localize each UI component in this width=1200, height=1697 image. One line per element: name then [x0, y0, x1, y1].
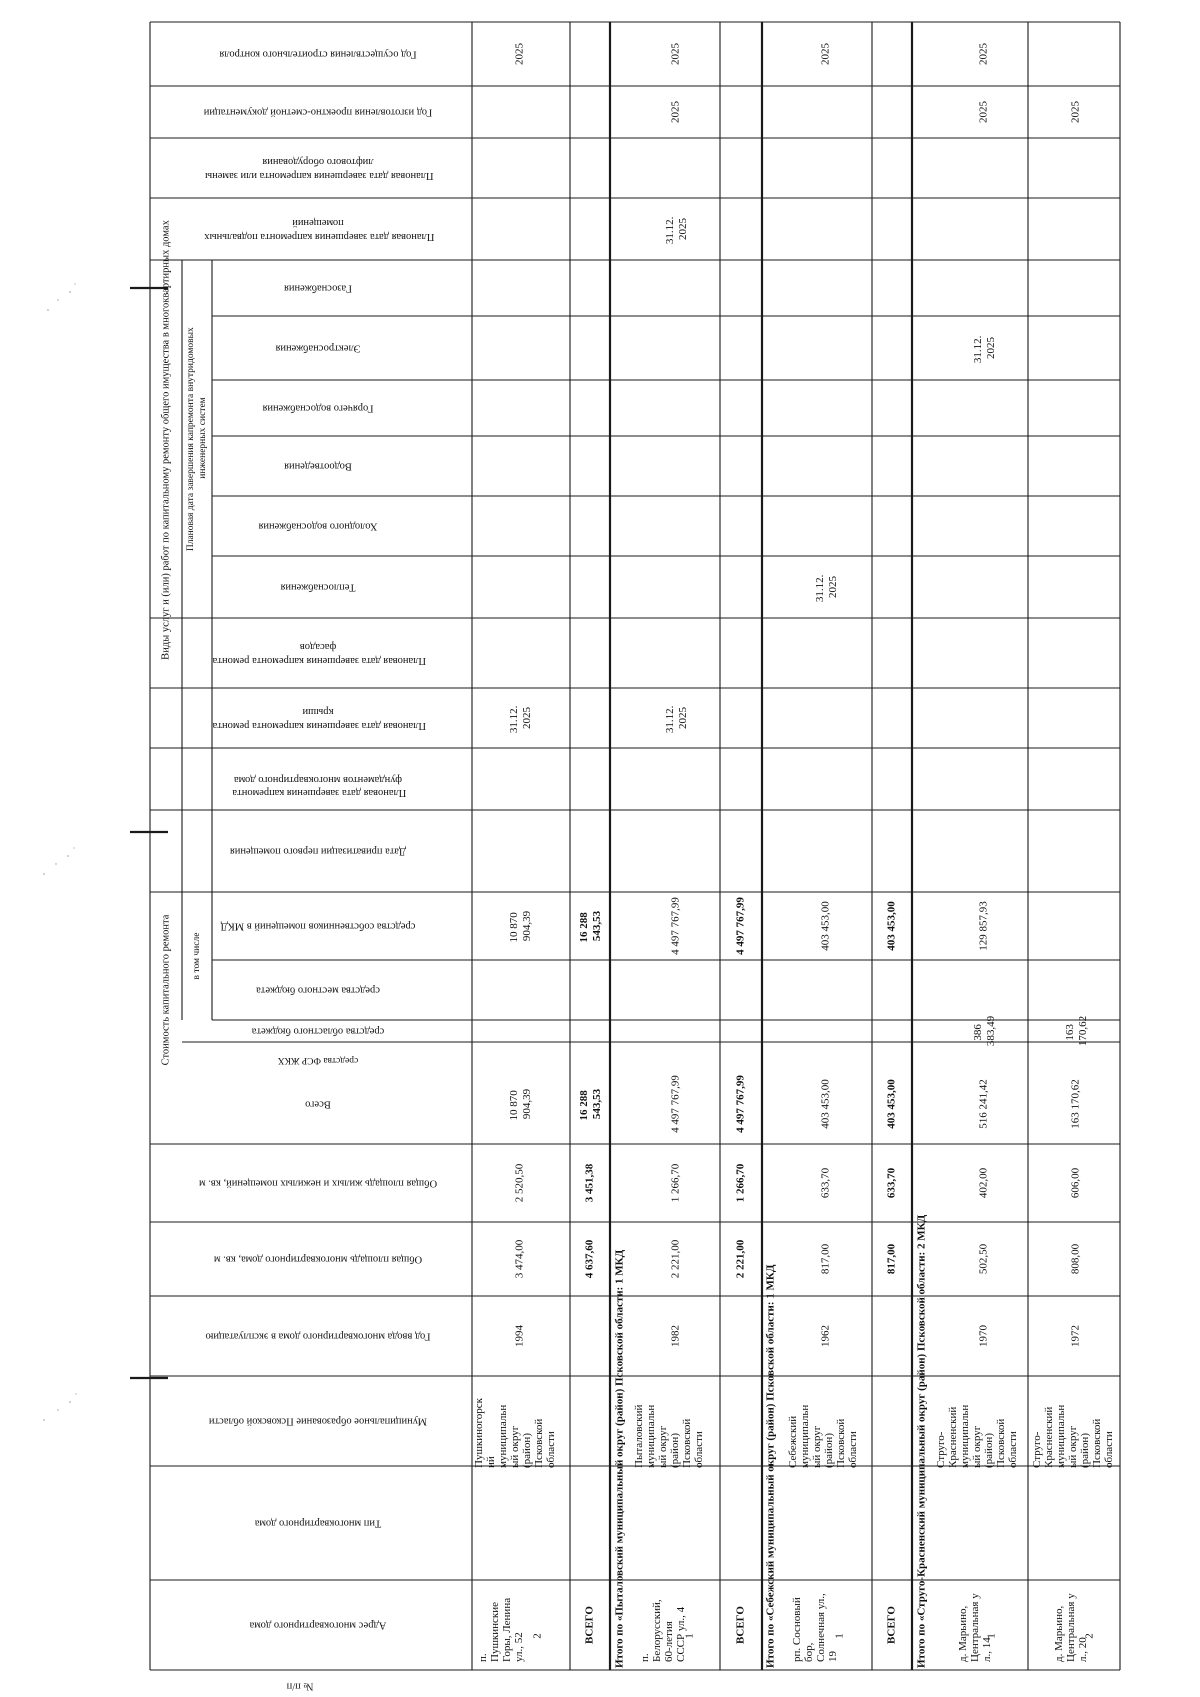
- row-roof-line: 2025: [676, 707, 689, 729]
- header-heat: Теплоснабжения: [280, 581, 356, 593]
- row-address-line: п.: [639, 1653, 651, 1662]
- header-hot-water: Горячего водоснабжения: [262, 402, 374, 414]
- header-sewer: Водоотведения: [284, 460, 352, 472]
- total-label: ВСЕГО: [583, 1606, 596, 1644]
- total-owners: 403 453,00: [885, 901, 898, 951]
- header-works-group: Виды услуг и (или) работ по капитальному ремонту общего имущества в многоквартирных домах: [160, 220, 172, 660]
- row-total-area: 502,50: [977, 1243, 990, 1275]
- header-year-commission: Год ввода многоквартирного дома в эксплуатацию: [205, 1330, 431, 1342]
- row-design-year: 2025: [669, 101, 682, 123]
- row-total-area: 817,00: [819, 1243, 832, 1275]
- row-design-year: 2025: [977, 101, 990, 123]
- header-roof-line2: крыши: [302, 705, 334, 717]
- row-municipality-line: муниципальн: [645, 1404, 657, 1468]
- header-privatization: Дата приватизации первого помещения: [229, 845, 407, 857]
- header-living-area: Общая площадь жилых и нежилых помещений, кв. м: [198, 1177, 438, 1189]
- row-municipality-line: ый округ: [657, 1425, 669, 1468]
- row-living-area: 2 520,50: [513, 1163, 526, 1203]
- header-local: средства местного бюджета: [256, 984, 380, 996]
- row-address-line: ул., 52: [513, 1632, 525, 1662]
- header-elevator-line2: лифтового оборудования: [262, 155, 374, 167]
- row-municipality: [787, 1402, 859, 1468]
- header-basement-line1: Плановая дата завершения капремонта подвальных: [204, 230, 435, 242]
- row-heat-date: [814, 572, 839, 602]
- row-municipality-line: Красненский: [947, 1406, 959, 1468]
- row-year: 1982: [669, 1325, 682, 1347]
- row-cost-line: 904,39: [520, 1088, 533, 1120]
- row-address-line: СССР ул., 4: [675, 1606, 687, 1662]
- row-number: 1: [683, 1633, 696, 1639]
- row-year: 1994: [513, 1325, 526, 1347]
- scan-specks: [43, 283, 76, 1420]
- row-address: [791, 1590, 839, 1662]
- row-heat-line: 31.12.: [813, 574, 826, 603]
- row-municipality-line: области: [847, 1431, 859, 1468]
- header-address: Адрес многоквартирного дома: [249, 1619, 387, 1631]
- row-roof-line: 31.12.: [663, 705, 676, 734]
- row-regional-line: 383,49: [984, 1015, 997, 1047]
- row-municipality-line: Псковской: [835, 1418, 847, 1468]
- row-year: 1962: [819, 1325, 832, 1347]
- row-cost-line: 10 870: [507, 1090, 520, 1121]
- total-living-area: 3 451,38: [583, 1163, 596, 1203]
- row-owners: 129 857,93: [977, 901, 990, 951]
- row-address: [639, 1597, 687, 1662]
- row-municipality-line: Красненский: [1043, 1406, 1055, 1468]
- header-basement: [202, 217, 435, 242]
- row-regional-line: 386: [971, 1024, 984, 1041]
- row-municipality-line: области: [545, 1431, 557, 1468]
- row-address-line: д. Марьино,: [957, 1605, 969, 1662]
- row-address-line: 60-летия: [663, 1621, 675, 1662]
- row-municipality-line: муниципальн: [959, 1404, 971, 1468]
- row-heat-line: 2025: [826, 576, 839, 598]
- row-roof-line: 31.12.: [507, 705, 520, 734]
- header-fsr: средства ФСР ЖКХ: [277, 1054, 359, 1065]
- table-row: [935, 43, 1019, 1663]
- row-municipality-line: муниципальн: [497, 1404, 509, 1468]
- header-foundation-line2: фундаментов многоквартирного дома: [234, 773, 402, 785]
- row-address: [957, 1591, 993, 1662]
- row-basement-line: 31.12.: [663, 216, 676, 245]
- row-municipality-line: Пушкиногорск: [473, 1398, 485, 1468]
- row-municipality-line: Псковской: [1091, 1418, 1103, 1468]
- header-row-number: № п/п: [286, 1680, 314, 1692]
- row-cost-total: 516 241,42: [977, 1079, 990, 1129]
- header-cost-total: Всего: [305, 1098, 331, 1110]
- table-row-total: [886, 901, 898, 1644]
- row-address-line: бор,: [803, 1642, 815, 1662]
- row-power-line: 31.12.: [971, 335, 984, 364]
- row-municipality-line: Пыталовский: [633, 1404, 645, 1468]
- row-municipality-line: муниципальн: [799, 1404, 811, 1468]
- total-living-area: 1 266,70: [734, 1163, 747, 1203]
- row-basement-line: 2025: [676, 218, 689, 240]
- row-municipality-line: (район): [521, 1433, 533, 1468]
- row-address-line: л., 14: [981, 1637, 993, 1662]
- row-municipality-line: (район): [983, 1433, 995, 1468]
- total-owners: 4 497 767,99: [734, 897, 747, 955]
- row-total-area: 3 474,00: [513, 1239, 526, 1279]
- row-owners-line: 904,39: [520, 910, 533, 942]
- header-eng-group-line1: Плановая дата завершения капремонта внутридомовых: [186, 327, 197, 552]
- total-owners-line: 16 288: [577, 912, 590, 943]
- total-owners-line: 543,53: [590, 910, 603, 942]
- row-municipality-line: области: [1103, 1431, 1115, 1468]
- row-municipality-line: муниципальн: [1055, 1404, 1067, 1468]
- row-municipality: [1031, 1402, 1115, 1468]
- row-living-area: 633,70: [819, 1167, 832, 1199]
- row-municipality-line: Себежский: [787, 1415, 799, 1468]
- row-year: 1972: [1069, 1325, 1082, 1347]
- row-living-area: 1 266,70: [669, 1163, 682, 1203]
- row-municipality-line: области: [693, 1431, 705, 1468]
- row-owners: 403 453,00: [819, 901, 832, 951]
- row-living-area: 402,00: [977, 1167, 990, 1199]
- header-regional: средства областного бюджета: [251, 1025, 385, 1037]
- table-row: [1031, 101, 1115, 1663]
- row-address-line: Центральная у: [1065, 1593, 1077, 1662]
- row-municipality-line: ый округ: [971, 1425, 983, 1468]
- total-label: ВСЕГО: [734, 1606, 747, 1644]
- table-row: [473, 43, 557, 1663]
- row-cost-total: 4 497 767,99: [669, 1075, 682, 1133]
- header-roof-line1: Плановая дата завершения капремонта ремонта: [212, 719, 427, 731]
- row-municipality-line: ый округ: [509, 1425, 521, 1468]
- header-gas: Газоснабжения: [284, 282, 352, 294]
- row-municipality-line: Струго-: [935, 1431, 947, 1468]
- header-roof: [210, 706, 426, 731]
- header-foundation-line1: Плановая дата завершения капремонта: [232, 786, 407, 798]
- header-eng-group: [186, 325, 208, 551]
- row-control-year: 2025: [819, 43, 832, 65]
- header-owners: средства собственников помещений в МКД: [220, 920, 416, 932]
- table-row: [787, 43, 859, 1663]
- header-cost-group: Стоимость капитального ремонта: [160, 914, 172, 1066]
- total-owners: [578, 910, 603, 943]
- row-year: 1970: [977, 1325, 990, 1347]
- header-basement-line2: помещений: [292, 216, 344, 228]
- row-design-year: 2025: [1069, 101, 1082, 123]
- row-municipality-line: (район): [823, 1433, 835, 1468]
- row-municipality-line: ый округ: [1067, 1425, 1079, 1468]
- table-header: [160, 49, 437, 1692]
- row-address-line: Солнечная ул.,: [815, 1593, 827, 1662]
- row-owners: 4 497 767,99: [669, 897, 682, 955]
- row-owners: [508, 910, 533, 943]
- row-municipality-line: ий: [485, 1456, 497, 1468]
- row-address: [1053, 1591, 1089, 1662]
- row-address-line: Пушкинские: [489, 1601, 501, 1662]
- row-control-year: 2025: [513, 43, 526, 65]
- total-living-area: 633,70: [885, 1167, 898, 1199]
- total-cost: 403 453,00: [885, 1079, 898, 1129]
- row-address-line: д. Марьино,: [1053, 1605, 1065, 1662]
- header-house-type: Тип многоквартирного дома: [254, 1517, 382, 1529]
- row-municipality-line: ый округ: [811, 1425, 823, 1468]
- row-cost-total: [508, 1088, 533, 1121]
- row-municipality-line: Псковской: [995, 1418, 1007, 1468]
- row-municipality: [935, 1402, 1019, 1468]
- row-number: 1: [833, 1633, 846, 1639]
- total-cost-line: 16 288: [577, 1090, 590, 1121]
- header-eng-group-line2: инженерных систем: [198, 397, 209, 479]
- row-roof-date: [508, 703, 533, 733]
- header-elevator: [202, 156, 433, 181]
- row-address-line: Центральная у: [969, 1593, 981, 1662]
- row-municipality-line: Струго-: [1031, 1431, 1043, 1468]
- row-address-line: Белорусский,: [651, 1599, 663, 1662]
- header-facade-line2: фасадов: [299, 640, 337, 652]
- row-address-line: п.: [477, 1653, 489, 1662]
- row-municipality-line: Псковской: [681, 1418, 693, 1468]
- row-basement-date: [664, 214, 689, 244]
- section-heading: Итого по «Струго-Красненский муниципальный округ (район) Псковской области: 2 МКД: [915, 1214, 928, 1668]
- row-roof-date: [664, 703, 689, 733]
- row-address-line: 19: [827, 1651, 839, 1662]
- total-total-area: 4 637,60: [583, 1239, 596, 1279]
- row-roof-line: 2025: [520, 707, 533, 729]
- header-elevator-line1: Плановая дата завершения капремонта или замены: [205, 169, 434, 181]
- header-in-that: в том числе: [192, 932, 203, 980]
- row-power-date: [972, 333, 997, 363]
- header-foundation: [230, 774, 407, 798]
- row-municipality-line: области: [1007, 1431, 1019, 1468]
- header-cold-water: Холодного водоснабжения: [258, 520, 378, 532]
- row-municipality-line: Псковской: [533, 1418, 545, 1468]
- table-row: [633, 43, 705, 1663]
- total-total-area: 2 221,00: [734, 1239, 747, 1279]
- row-cost-total: 163 170,62: [1069, 1079, 1082, 1129]
- total-total-area: 817,00: [885, 1243, 898, 1275]
- row-living-area: 606,00: [1069, 1167, 1082, 1199]
- row-power-line: 2025: [984, 337, 997, 359]
- row-number: 1: [985, 1633, 998, 1639]
- row-number: 2: [1083, 1633, 1096, 1639]
- row-total-area: 808,00: [1069, 1243, 1082, 1275]
- total-cost: [578, 1088, 603, 1121]
- total-cost-line: 543,53: [590, 1088, 603, 1120]
- total-label: ВСЕГО: [885, 1606, 898, 1644]
- header-control-year: Год осуществления строительного контроля: [219, 48, 417, 60]
- header-power: Электроснабжения: [275, 342, 361, 354]
- header-facade: [210, 641, 426, 666]
- row-municipality: [473, 1395, 557, 1468]
- table-row-total: [735, 897, 747, 1644]
- row-regional-line: 163: [1063, 1024, 1076, 1041]
- section-heading: Итого по «Себежский муниципальный округ (район) Псковской области: 1 МКД: [764, 1264, 777, 1668]
- row-cost-total: 403 453,00: [819, 1079, 832, 1129]
- row-address-line: рп. Сосновый: [791, 1597, 803, 1662]
- header-design-year: Год изготовления проектно-сметной документации: [203, 106, 433, 118]
- row-owners-line: 10 870: [507, 912, 520, 943]
- row-municipality: [633, 1402, 705, 1468]
- header-facade-line1: Плановая дата завершения капремонта ремонта: [212, 654, 427, 666]
- section-heading: Итого по «Пыталовский муниципальный округ (район) Псковской области: 1 МКД: [613, 1249, 626, 1668]
- row-address: [477, 1595, 525, 1662]
- total-cost: 4 497 767,99: [734, 1075, 747, 1133]
- row-regional-line: 170,62: [1076, 1015, 1089, 1047]
- row-address-line: Горы, Ленина: [501, 1597, 513, 1662]
- row-total-area: 2 221,00: [669, 1239, 682, 1279]
- row-municipality-line: (район): [1079, 1433, 1091, 1468]
- row-municipality-line: (район): [669, 1433, 681, 1468]
- header-municipality: Муниципальное образование Псковской области: [208, 1415, 428, 1427]
- row-control-year: 2025: [669, 43, 682, 65]
- header-total-area: Общая площадь многоквартирного дома, кв. м: [213, 1253, 423, 1265]
- row-address-line: л., 20: [1077, 1637, 1089, 1662]
- row-number: 2: [531, 1633, 544, 1639]
- row-control-year: 2025: [977, 43, 990, 65]
